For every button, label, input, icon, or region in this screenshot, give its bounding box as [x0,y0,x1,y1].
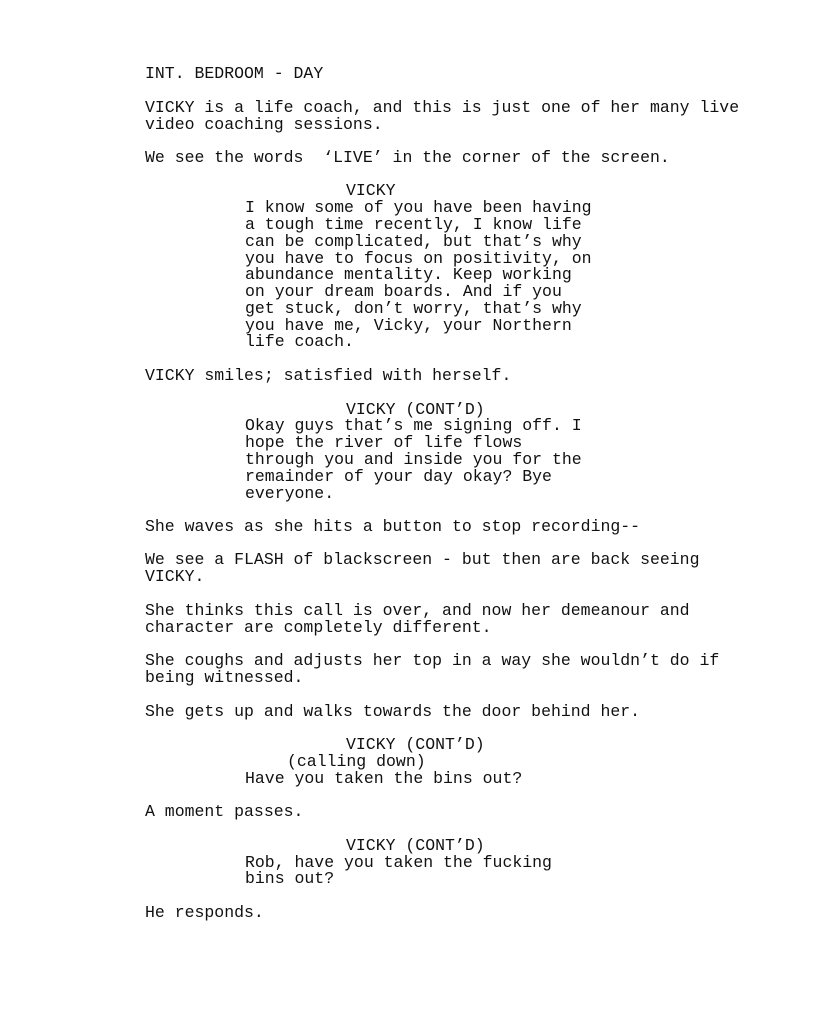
dialogue-line: can be complicated, but that’s why [245,232,582,251]
dialogue-line: through you and inside you for the [245,450,582,469]
action-line: character are completely different. [145,618,492,637]
action-line: being witnessed. [145,668,304,687]
dialogue-line: on your dream boards. And if you [245,282,562,301]
dialogue-line: you have to focus on positivity, on [245,249,592,268]
dialogue-line: Have you taken the bins out? [245,769,523,788]
dialogue-line: a tough time recently, I know life [245,215,582,234]
action-line: She coughs and adjusts her top in a way she wouldn’t do if [145,651,720,670]
action-line: We see a FLASH of blackscreen - but then are back seeing [145,550,700,569]
dialogue-line: I know some of you have been having [245,198,592,217]
dialogue-line: abundance mentality. Keep working [245,265,572,284]
action-line: A moment passes. [145,802,304,821]
dialogue-line: remainder of your day okay? Bye [245,467,552,486]
dialogue-line: life coach. [245,332,354,351]
action-line: He responds. [145,903,264,922]
character-cue: VICKY [346,181,396,200]
dialogue-line: bins out? [245,869,335,888]
character-cue: VICKY (CONT’D) [346,735,485,754]
action-line: She gets up and walks towards the door behind her. [145,702,641,721]
dialogue-line: Okay guys that’s me signing off. I [245,416,582,435]
action-line: video coaching sessions. [145,115,383,134]
action-line: VICKY smiles; satisfied with herself. [145,366,512,385]
dialogue-line: you have me, Vicky, your Northern [245,316,572,335]
dialogue-line: everyone. [245,484,335,503]
action-line: VICKY is a life coach, and this is just one of her many live [145,98,740,117]
dialogue-line: Rob, have you taken the fucking [245,853,552,872]
character-cue: VICKY (CONT’D) [346,836,485,855]
action-line: VICKY. [145,567,205,586]
dialogue-line: get stuck, don’t worry, that’s why [245,299,582,318]
scene-heading: INT. BEDROOM - DAY [145,64,324,83]
character-cue: VICKY (CONT’D) [346,400,485,419]
dialogue-line: hope the river of life flows [245,433,523,452]
action-line: She thinks this call is over, and now her demeanour and [145,601,690,620]
action-line: She waves as she hits a button to stop recording-- [145,517,641,536]
parenthetical: (calling down) [287,752,426,771]
action-line: We see the words ‘LIVE’ in the corner of the screen. [145,148,670,167]
